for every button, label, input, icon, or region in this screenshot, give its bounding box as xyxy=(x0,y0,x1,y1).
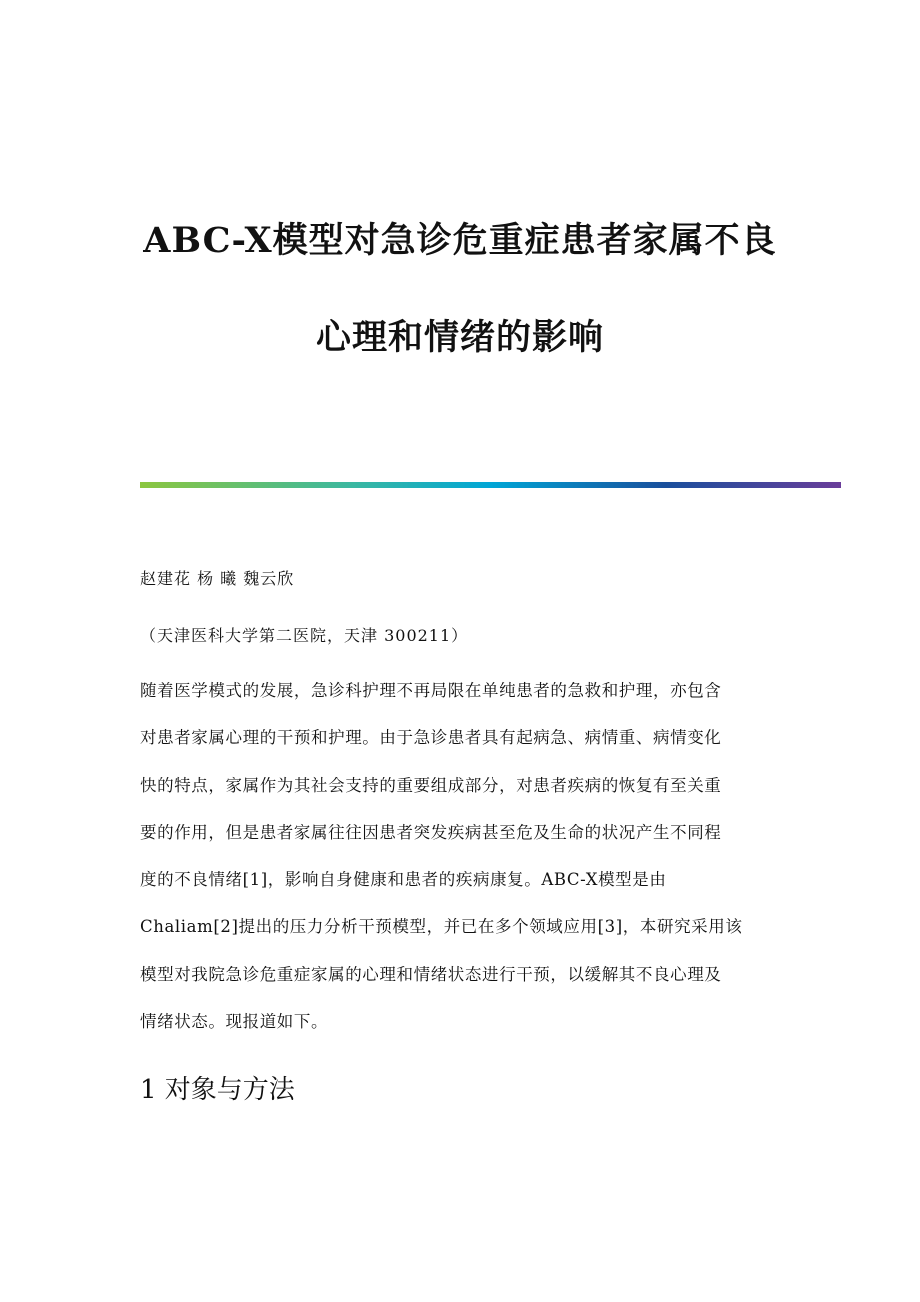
paper-title-line-1: ABC-X模型对急诊危重症患者家属不良 xyxy=(143,220,777,261)
author-list: 赵建花 杨 曦 魏云欣 xyxy=(140,569,295,588)
paragraph-line: 对患者家属心理的干预和护理。由于急诊患者具有起病急、病情重、病情变化 xyxy=(140,728,722,748)
paragraph-line: 度的不良情绪[1]，影响自身健康和患者的疾病康复。ABC-X模型是由 xyxy=(140,870,667,890)
section-heading: 1 对象与方法 xyxy=(140,1075,295,1105)
paper-title-line-2: 心理和情绪的影响 xyxy=(315,317,604,358)
affiliation: （天津医科大学第二医院，天津 300211） xyxy=(140,626,469,645)
paragraph-line: 情绪状态。现报道如下。 xyxy=(140,1012,329,1032)
paragraph-line: 快的特点，家属作为其社会支持的重要组成部分，对患者疾病的恢复有至关重 xyxy=(140,775,722,795)
paragraph-line: 模型对我院急诊危重症家属的心理和情绪状态进行干预，以缓解其不良心理及 xyxy=(140,964,722,984)
paragraph-line: Chaliam[2]提出的压力分析干预模型，并已在多个领域应用[3]，本研究采用该 xyxy=(140,917,743,937)
paragraph-line: 随着医学模式的发展，急诊科护理不再局限在单纯患者的急救和护理，亦包含 xyxy=(140,681,722,700)
abstract-paragraph xyxy=(140,680,780,1058)
title-divider xyxy=(140,482,841,488)
paragraph-line: 要的作用，但是患者家属往往因患者突发疾病甚至危及生命的状况产生不同程 xyxy=(140,822,722,842)
